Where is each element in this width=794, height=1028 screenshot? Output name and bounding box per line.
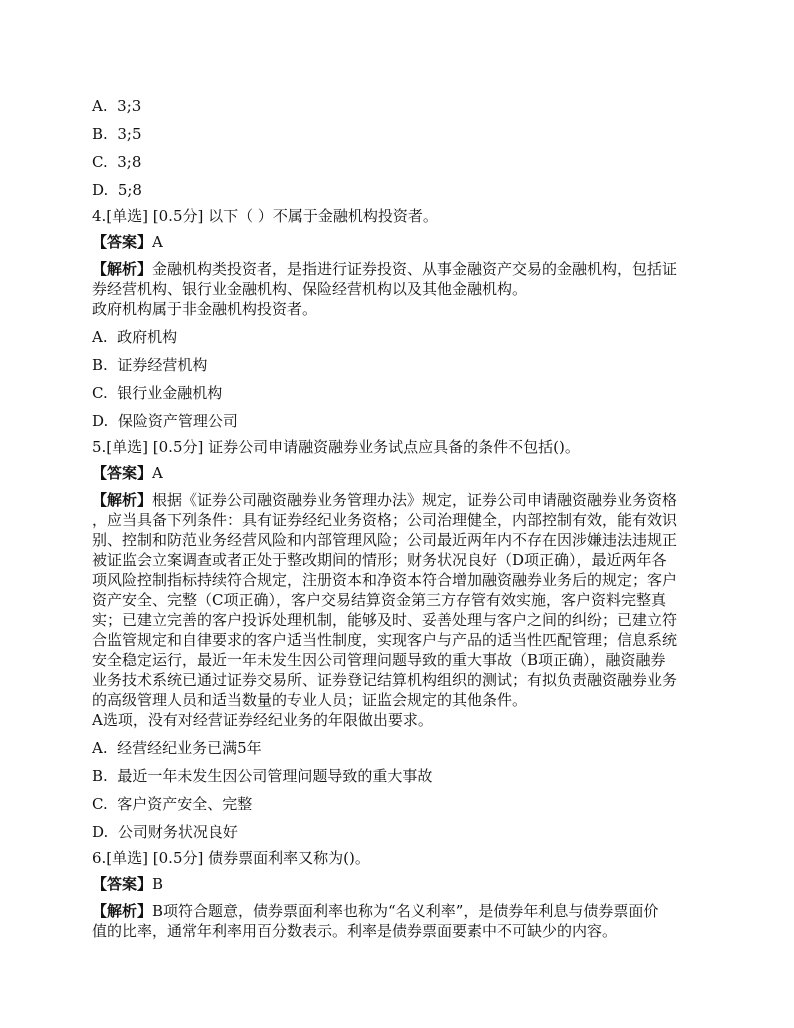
- option-a: A. 经营经纪业务已满5年: [92, 738, 262, 757]
- question-4: [92, 204, 712, 435]
- answer: 【答案】 A: [92, 232, 163, 251]
- option-d: D. 公司财务状况良好: [92, 822, 238, 841]
- analysis: 【解析】金融机构类投资者，是指进行证券投资、从事金融资产交易的金融机构，包括证 券经营机构、银行业金融机构、保险经营机构以及其他金融机构。 政府机构属于非金融机构投资者。: [92, 260, 678, 318]
- option-c: C. 3;8: [92, 152, 142, 171]
- exam-page: [92, 92, 712, 941]
- option-d: D. 5;8: [92, 180, 142, 199]
- option-b: B. 最近一年未发生因公司管理问题导致的重大事故: [92, 766, 433, 785]
- option-c: C. 银行业金融机构: [92, 383, 223, 402]
- q3-options: [92, 92, 712, 204]
- option-a: A. 3;3: [92, 96, 142, 115]
- question-stem: 4.[单选] [0.5分] 以下（ ）不属于金融机构投资者。: [92, 206, 438, 225]
- analysis: 【解析】B项符合题意，债券票面利率也称为“名义利率”，是债券年利息与债券票面价 值的比率，通常年利率用百分数表示。利率是债券票面要素中不可缺少的内容。: [92, 902, 659, 940]
- question-5: [92, 435, 712, 846]
- answer: 【答案】 B: [92, 874, 164, 893]
- option-d: D. 保险资产管理公司: [92, 411, 238, 430]
- option-a: A. 政府机构: [92, 327, 178, 346]
- question-stem: 6.[单选] [0.5分] 债券票面利率又称为()。: [92, 848, 370, 867]
- option-b: B. 证券经营机构: [92, 355, 208, 374]
- analysis: 【解析】根据《证券公司融资融券业务管理办法》规定，证券公司申请融资融券业务资格 ，应当具备下列条件：具有证券经纪业务资格；公司治理健全，内部控制有效，能有效识 别、控制和防范业务经营风险和内部管理风险；公司最近两年内不存在因涉嫌违法违规正 被证监会立案调查或者正处于整改期间的情形；财务状况良好（D项正确），最近两年各 项风险控制指标持续符合规定，注册资本和净资本符合增加融资融券业务后的规定；客户 资产安全、完整（C项正确），客户交易结算资金第三方存管有效实施，客户资料完整真 实；已建立完善的客户投诉处理机制，能够及时、妥善处理与客户之间的纠纷；已建立符 合监管规定和自律要求的客户适当性制度，实现客户与产品的适当性匹配管理；信息系统 安全稳定运行，最近一年未发生因公司管理问题导致的重大事故（B项正确），融资融券 业务技术系统已通过证券交易所、证券登记结算机构组织的测试；有拟负责融资融券业务 的高级管理人员和适当数量的专业人员；证监会规定的其他条件。 A选项，没有对经营证券经纪业务的年限做出要求。: [92, 491, 678, 729]
- question-stem: 5.[单选] [0.5分] 证券公司申请融资融券业务试点应具备的条件不包括()。: [92, 437, 580, 456]
- option-b: B. 3;5: [92, 124, 142, 143]
- answer: 【答案】 A: [92, 463, 163, 482]
- question-6: [92, 846, 712, 941]
- option-c: C. 客户资产安全、完整: [92, 794, 253, 813]
